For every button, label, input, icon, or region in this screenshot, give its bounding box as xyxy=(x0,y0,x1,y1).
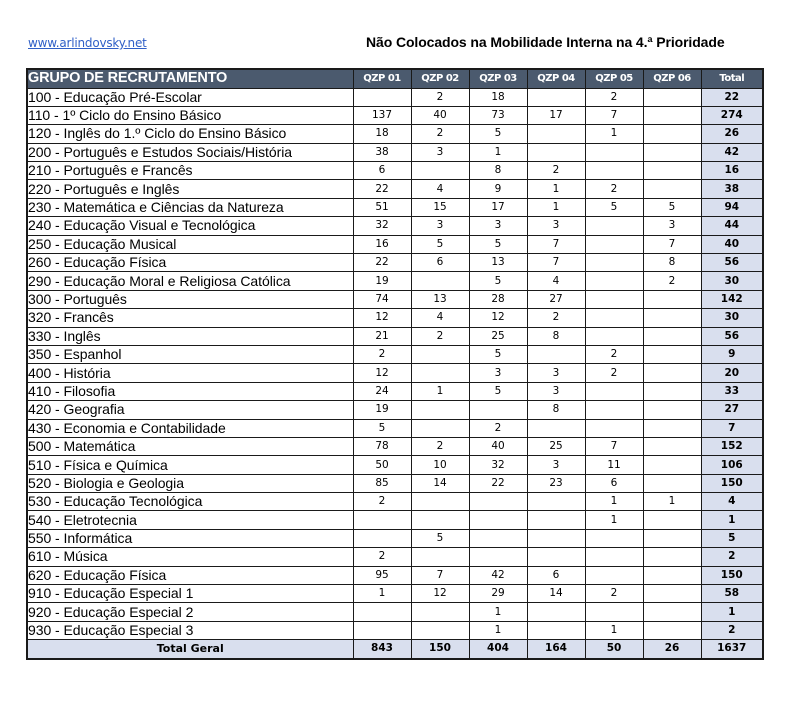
qzp01-cell: 5 xyxy=(353,419,411,437)
qzp06-cell xyxy=(643,548,701,566)
qzp04-cell: 17 xyxy=(527,106,585,124)
qzp02-cell xyxy=(411,364,469,382)
qzp04-cell: 23 xyxy=(527,474,585,492)
grand-total-qzp05: 50 xyxy=(585,640,643,659)
qzp01-cell: 19 xyxy=(353,272,411,290)
recruitment-group-cell: 930 - Educação Especial 3 xyxy=(27,621,353,639)
qzp05-cell: 1 xyxy=(585,125,643,143)
qzp03-cell xyxy=(469,529,527,547)
row-total-cell: 9 xyxy=(701,345,763,363)
column-header-total: Total xyxy=(701,69,763,88)
qzp05-cell xyxy=(585,382,643,400)
row-total-cell: 56 xyxy=(701,254,763,272)
table-row xyxy=(27,180,763,198)
qzp02-cell: 3 xyxy=(411,143,469,161)
qzp06-cell: 2 xyxy=(643,272,701,290)
qzp05-cell xyxy=(585,419,643,437)
qzp05-cell xyxy=(585,548,643,566)
qzp03-cell: 12 xyxy=(469,309,527,327)
qzp05-cell xyxy=(585,290,643,308)
qzp02-cell: 2 xyxy=(411,88,469,106)
row-total-cell: 7 xyxy=(701,419,763,437)
recruitment-group-cell: 410 - Filosofia xyxy=(27,382,353,400)
table-row xyxy=(27,290,763,308)
row-total-cell: 152 xyxy=(701,437,763,455)
qzp05-cell: 2 xyxy=(585,364,643,382)
qzp01-cell xyxy=(353,621,411,639)
qzp05-cell: 7 xyxy=(585,437,643,455)
qzp02-cell xyxy=(411,548,469,566)
qzp05-cell: 11 xyxy=(585,456,643,474)
recruitment-group-cell: 420 - Geografia xyxy=(27,401,353,419)
table-row xyxy=(27,309,763,327)
qzp02-cell: 5 xyxy=(411,529,469,547)
qzp01-cell: 16 xyxy=(353,235,411,253)
row-total-cell: 33 xyxy=(701,382,763,400)
grand-total-row xyxy=(27,640,763,659)
row-total-cell: 20 xyxy=(701,364,763,382)
table-row xyxy=(27,327,763,345)
qzp03-cell xyxy=(469,493,527,511)
row-total-cell: 27 xyxy=(701,401,763,419)
qzp04-cell xyxy=(527,529,585,547)
recruitment-group-cell: 200 - Português e Estudos Sociais/História xyxy=(27,143,353,161)
table-row xyxy=(27,621,763,639)
recruitment-group-cell: 250 - Educação Musical xyxy=(27,235,353,253)
qzp04-cell xyxy=(527,511,585,529)
qzp01-cell: 22 xyxy=(353,180,411,198)
qzp02-cell: 6 xyxy=(411,254,469,272)
grand-total-qzp04: 164 xyxy=(527,640,585,659)
table-row xyxy=(27,437,763,455)
recruitment-group-cell: 210 - Português e Francês xyxy=(27,162,353,180)
row-total-cell: 16 xyxy=(701,162,763,180)
qzp01-cell: 19 xyxy=(353,401,411,419)
qzp03-cell: 9 xyxy=(469,180,527,198)
recruitment-group-cell: 530 - Educação Tecnológica xyxy=(27,493,353,511)
table-row xyxy=(27,401,763,419)
qzp05-cell xyxy=(585,401,643,419)
qzp04-cell: 1 xyxy=(527,198,585,216)
table-row xyxy=(27,529,763,547)
row-total-cell: 1 xyxy=(701,603,763,621)
qzp01-cell xyxy=(353,529,411,547)
qzp01-cell: 2 xyxy=(353,493,411,511)
qzp05-cell xyxy=(585,529,643,547)
qzp03-cell: 1 xyxy=(469,603,527,621)
qzp01-cell: 2 xyxy=(353,345,411,363)
qzp05-cell xyxy=(585,254,643,272)
row-total-cell: 1 xyxy=(701,511,763,529)
grand-total-qzp01: 843 xyxy=(353,640,411,659)
qzp06-cell xyxy=(643,345,701,363)
qzp04-cell: 3 xyxy=(527,456,585,474)
recruitment-group-cell: 610 - Música xyxy=(27,548,353,566)
qzp02-cell: 15 xyxy=(411,198,469,216)
grand-total-qzp03: 404 xyxy=(469,640,527,659)
qzp01-cell: 137 xyxy=(353,106,411,124)
qzp06-cell xyxy=(643,456,701,474)
qzp02-cell: 40 xyxy=(411,106,469,124)
qzp03-cell: 3 xyxy=(469,364,527,382)
qzp01-cell: 21 xyxy=(353,327,411,345)
row-total-cell: 42 xyxy=(701,143,763,161)
qzp01-cell: 51 xyxy=(353,198,411,216)
table-row xyxy=(27,254,763,272)
recruitment-group-cell: 330 - Inglês xyxy=(27,327,353,345)
qzp06-cell: 3 xyxy=(643,217,701,235)
recruitment-group-cell: 540 - Eletrotecnia xyxy=(27,511,353,529)
qzp06-cell: 7 xyxy=(643,235,701,253)
qzp03-cell: 22 xyxy=(469,474,527,492)
row-total-cell: 30 xyxy=(701,309,763,327)
qzp01-cell: 6 xyxy=(353,162,411,180)
table-row xyxy=(27,217,763,235)
table-row xyxy=(27,162,763,180)
qzp05-cell: 6 xyxy=(585,474,643,492)
qzp03-cell: 42 xyxy=(469,566,527,584)
column-header-qzp06: QZP 06 xyxy=(643,69,701,88)
table-row xyxy=(27,345,763,363)
column-header-qzp02: QZP 02 xyxy=(411,69,469,88)
qzp04-cell xyxy=(527,603,585,621)
recruitment-group-cell: 430 - Economia e Contabilidade xyxy=(27,419,353,437)
table-row xyxy=(27,419,763,437)
qzp02-cell: 2 xyxy=(411,125,469,143)
qzp04-cell: 2 xyxy=(527,162,585,180)
qzp02-cell: 10 xyxy=(411,456,469,474)
qzp02-cell: 14 xyxy=(411,474,469,492)
qzp03-cell: 25 xyxy=(469,327,527,345)
row-total-cell: 94 xyxy=(701,198,763,216)
table-row xyxy=(27,272,763,290)
table-row xyxy=(27,474,763,492)
table-row xyxy=(27,382,763,400)
qzp06-cell xyxy=(643,603,701,621)
table-row xyxy=(27,106,763,124)
row-total-cell: 274 xyxy=(701,106,763,124)
qzp04-cell: 8 xyxy=(527,327,585,345)
recruitment-group-cell: 240 - Educação Visual e Tecnológica xyxy=(27,217,353,235)
row-total-cell: 40 xyxy=(701,235,763,253)
recruitment-group-cell: 520 - Biologia e Geologia xyxy=(27,474,353,492)
qzp03-cell: 5 xyxy=(469,125,527,143)
qzp01-cell xyxy=(353,88,411,106)
row-total-cell: 4 xyxy=(701,493,763,511)
table-row xyxy=(27,235,763,253)
qzp04-cell xyxy=(527,88,585,106)
table-header-row xyxy=(27,69,763,88)
table-row xyxy=(27,585,763,603)
qzp06-cell xyxy=(643,309,701,327)
qzp03-cell: 13 xyxy=(469,254,527,272)
qzp06-cell xyxy=(643,88,701,106)
qzp06-cell xyxy=(643,106,701,124)
qzp03-cell: 2 xyxy=(469,419,527,437)
qzp04-cell: 2 xyxy=(527,309,585,327)
qzp04-cell: 14 xyxy=(527,585,585,603)
recruitment-group-cell: 920 - Educação Especial 2 xyxy=(27,603,353,621)
qzp02-cell xyxy=(411,272,469,290)
grand-total-qzp02: 150 xyxy=(411,640,469,659)
qzp03-cell: 18 xyxy=(469,88,527,106)
recruitment-group-cell: 110 - 1º Ciclo do Ensino Básico xyxy=(27,106,353,124)
row-total-cell: 150 xyxy=(701,566,763,584)
qzp04-cell: 4 xyxy=(527,272,585,290)
qzp04-cell xyxy=(527,493,585,511)
qzp05-cell xyxy=(585,309,643,327)
qzp05-cell: 2 xyxy=(585,88,643,106)
qzp02-cell xyxy=(411,162,469,180)
qzp03-cell: 1 xyxy=(469,621,527,639)
qzp05-cell: 1 xyxy=(585,511,643,529)
row-total-cell: 30 xyxy=(701,272,763,290)
qzp01-cell: 95 xyxy=(353,566,411,584)
qzp02-cell: 4 xyxy=(411,180,469,198)
recruitment-group-cell: 550 - Informática xyxy=(27,529,353,547)
row-total-cell: 2 xyxy=(701,548,763,566)
qzp06-cell xyxy=(643,529,701,547)
qzp03-cell: 40 xyxy=(469,437,527,455)
row-total-cell: 106 xyxy=(701,456,763,474)
qzp01-cell: 38 xyxy=(353,143,411,161)
recruitment-group-cell: 350 - Espanhol xyxy=(27,345,353,363)
qzp02-cell: 12 xyxy=(411,585,469,603)
qzp06-cell xyxy=(643,290,701,308)
qzp06-cell xyxy=(643,401,701,419)
qzp03-cell: 1 xyxy=(469,143,527,161)
table-row xyxy=(27,511,763,529)
qzp05-cell: 2 xyxy=(585,585,643,603)
qzp04-cell xyxy=(527,345,585,363)
qzp05-cell xyxy=(585,217,643,235)
qzp03-cell xyxy=(469,401,527,419)
grand-total-qzp06: 26 xyxy=(643,640,701,659)
qzp02-cell: 13 xyxy=(411,290,469,308)
column-header-qzp03: QZP 03 xyxy=(469,69,527,88)
qzp04-cell: 6 xyxy=(527,566,585,584)
qzp02-cell: 2 xyxy=(411,437,469,455)
qzp05-cell xyxy=(585,143,643,161)
table-row xyxy=(27,364,763,382)
row-total-cell: 38 xyxy=(701,180,763,198)
qzp04-cell: 1 xyxy=(527,180,585,198)
qzp02-cell xyxy=(411,603,469,621)
qzp04-cell: 25 xyxy=(527,437,585,455)
qzp06-cell: 8 xyxy=(643,254,701,272)
qzp06-cell xyxy=(643,125,701,143)
qzp05-cell xyxy=(585,272,643,290)
qzp05-cell xyxy=(585,603,643,621)
qzp01-cell: 85 xyxy=(353,474,411,492)
qzp06-cell xyxy=(643,585,701,603)
qzp04-cell: 3 xyxy=(527,364,585,382)
recruitment-group-cell: 300 - Português xyxy=(27,290,353,308)
qzp05-cell: 2 xyxy=(585,180,643,198)
table-body xyxy=(27,88,763,640)
qzp01-cell: 22 xyxy=(353,254,411,272)
qzp06-cell xyxy=(643,143,701,161)
qzp03-cell: 73 xyxy=(469,106,527,124)
qzp06-cell xyxy=(643,180,701,198)
placement-table xyxy=(26,68,764,660)
page-title: Não Colocados na Mobilidade Interna na 4.ª Prioridade xyxy=(366,34,725,50)
qzp05-cell xyxy=(585,162,643,180)
qzp03-cell: 29 xyxy=(469,585,527,603)
table-row xyxy=(27,493,763,511)
qzp03-cell: 28 xyxy=(469,290,527,308)
recruitment-group-cell: 260 - Educação Física xyxy=(27,254,353,272)
recruitment-group-cell: 400 - História xyxy=(27,364,353,382)
recruitment-group-cell: 230 - Matemática e Ciências da Natureza xyxy=(27,198,353,216)
qzp02-cell: 5 xyxy=(411,235,469,253)
qzp03-cell: 5 xyxy=(469,382,527,400)
recruitment-group-cell: 100 - Educação Pré-Escolar xyxy=(27,88,353,106)
qzp02-cell xyxy=(411,345,469,363)
qzp03-cell: 5 xyxy=(469,235,527,253)
qzp06-cell xyxy=(643,621,701,639)
row-total-cell: 22 xyxy=(701,88,763,106)
qzp01-cell: 24 xyxy=(353,382,411,400)
table-row xyxy=(27,88,763,106)
recruitment-group-cell: 910 - Educação Especial 1 xyxy=(27,585,353,603)
qzp04-cell: 7 xyxy=(527,254,585,272)
qzp05-cell xyxy=(585,327,643,345)
qzp02-cell xyxy=(411,621,469,639)
recruitment-group-cell: 120 - Inglês do 1.º Ciclo do Ensino Básico xyxy=(27,125,353,143)
qzp03-cell: 17 xyxy=(469,198,527,216)
qzp05-cell: 1 xyxy=(585,493,643,511)
qzp06-cell xyxy=(643,162,701,180)
table-row xyxy=(27,456,763,474)
qzp04-cell xyxy=(527,125,585,143)
qzp06-cell xyxy=(643,327,701,345)
table-row xyxy=(27,566,763,584)
qzp03-cell xyxy=(469,548,527,566)
qzp06-cell xyxy=(643,382,701,400)
row-total-cell: 58 xyxy=(701,585,763,603)
qzp01-cell: 2 xyxy=(353,548,411,566)
qzp05-cell: 7 xyxy=(585,106,643,124)
qzp03-cell: 3 xyxy=(469,217,527,235)
qzp06-cell xyxy=(643,437,701,455)
qzp03-cell xyxy=(469,511,527,529)
qzp04-cell xyxy=(527,548,585,566)
qzp06-cell xyxy=(643,364,701,382)
row-total-cell: 142 xyxy=(701,290,763,308)
qzp02-cell: 4 xyxy=(411,309,469,327)
qzp01-cell: 12 xyxy=(353,309,411,327)
column-header-qzp01: QZP 01 xyxy=(353,69,411,88)
table-row xyxy=(27,143,763,161)
qzp01-cell: 50 xyxy=(353,456,411,474)
column-header-qzp04: QZP 04 xyxy=(527,69,585,88)
qzp02-cell: 7 xyxy=(411,566,469,584)
qzp01-cell: 12 xyxy=(353,364,411,382)
row-total-cell: 5 xyxy=(701,529,763,547)
column-header-group: GRUPO DE RECRUTAMENTO xyxy=(27,69,353,88)
qzp02-cell xyxy=(411,419,469,437)
qzp01-cell xyxy=(353,603,411,621)
qzp04-cell xyxy=(527,621,585,639)
qzp02-cell xyxy=(411,401,469,419)
qzp01-cell: 32 xyxy=(353,217,411,235)
qzp01-cell: 1 xyxy=(353,585,411,603)
qzp05-cell xyxy=(585,566,643,584)
recruitment-group-cell: 290 - Educação Moral e Religiosa Católica xyxy=(27,272,353,290)
qzp01-cell: 18 xyxy=(353,125,411,143)
qzp02-cell: 2 xyxy=(411,327,469,345)
qzp02-cell xyxy=(411,493,469,511)
qzp03-cell: 32 xyxy=(469,456,527,474)
recruitment-group-cell: 320 - Francês xyxy=(27,309,353,327)
qzp05-cell xyxy=(585,235,643,253)
row-total-cell: 56 xyxy=(701,327,763,345)
qzp02-cell: 1 xyxy=(411,382,469,400)
qzp03-cell: 8 xyxy=(469,162,527,180)
qzp04-cell: 7 xyxy=(527,235,585,253)
qzp05-cell: 2 xyxy=(585,345,643,363)
qzp04-cell: 27 xyxy=(527,290,585,308)
grand-total-total: 1637 xyxy=(701,640,763,659)
qzp04-cell: 3 xyxy=(527,217,585,235)
row-total-cell: 26 xyxy=(701,125,763,143)
recruitment-group-cell: 500 - Matemática xyxy=(27,437,353,455)
qzp04-cell xyxy=(527,419,585,437)
qzp06-cell: 5 xyxy=(643,198,701,216)
table-row xyxy=(27,548,763,566)
table-row xyxy=(27,198,763,216)
table-row xyxy=(27,603,763,621)
qzp06-cell xyxy=(643,419,701,437)
row-total-cell: 44 xyxy=(701,217,763,235)
qzp04-cell: 8 xyxy=(527,401,585,419)
row-total-cell: 2 xyxy=(701,621,763,639)
qzp01-cell: 74 xyxy=(353,290,411,308)
table-row xyxy=(27,125,763,143)
qzp04-cell xyxy=(527,143,585,161)
recruitment-group-cell: 620 - Educação Física xyxy=(27,566,353,584)
qzp06-cell xyxy=(643,474,701,492)
qzp03-cell: 5 xyxy=(469,345,527,363)
qzp01-cell xyxy=(353,511,411,529)
qzp06-cell xyxy=(643,566,701,584)
recruitment-group-cell: 510 - Física e Química xyxy=(27,456,353,474)
qzp02-cell: 3 xyxy=(411,217,469,235)
qzp02-cell xyxy=(411,511,469,529)
qzp05-cell: 5 xyxy=(585,198,643,216)
qzp04-cell: 3 xyxy=(527,382,585,400)
row-total-cell: 150 xyxy=(701,474,763,492)
qzp03-cell: 5 xyxy=(469,272,527,290)
column-header-qzp05: QZP 05 xyxy=(585,69,643,88)
recruitment-group-cell: 220 - Português e Inglês xyxy=(27,180,353,198)
qzp06-cell: 1 xyxy=(643,493,701,511)
qzp01-cell: 78 xyxy=(353,437,411,455)
qzp05-cell: 1 xyxy=(585,621,643,639)
qzp06-cell xyxy=(643,511,701,529)
grand-total-label: Total Geral xyxy=(27,640,353,659)
site-link[interactable]: www.arlindovsky.net xyxy=(28,36,147,50)
